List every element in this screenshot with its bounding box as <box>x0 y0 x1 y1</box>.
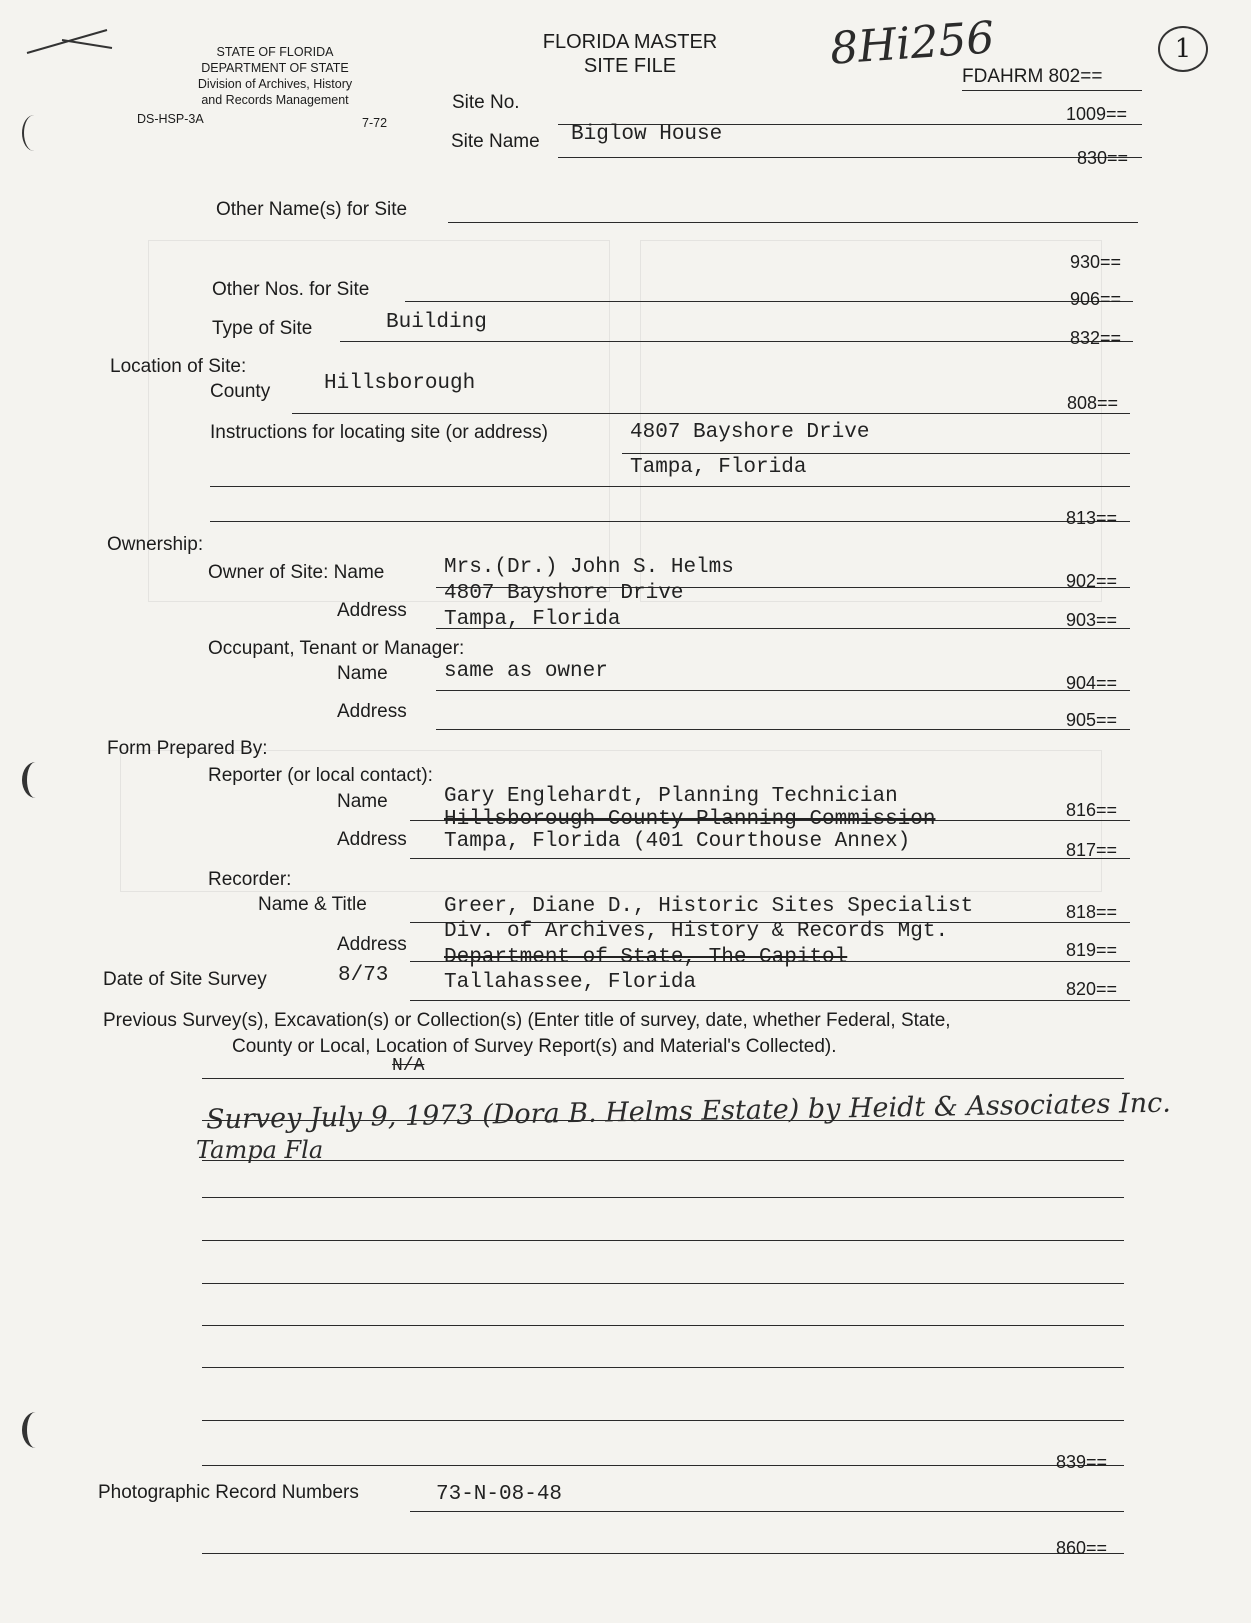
previous-survey-line-9 <box>202 1420 1124 1421</box>
survey-date-line <box>410 1000 1130 1001</box>
instructions-label: Instructions for locating site (or address) <box>210 422 548 443</box>
reporter-address-value: Tampa, Florida (401 Courthouse Annex) <box>444 830 911 853</box>
site-name-line <box>558 157 1142 158</box>
county-line <box>292 413 1130 414</box>
occupant-name-value: same as owner <box>444 660 608 683</box>
page-marker-circle <box>1158 26 1208 72</box>
occupant-name-line <box>436 690 1130 691</box>
agency-line-4: and Records Management <box>201 93 349 107</box>
photo-record-code: 860== <box>1056 1538 1108 1558</box>
owner-name-value: Mrs.(Dr.) John S. Helms <box>444 556 734 579</box>
other-nos-label: Other Nos. for Site <box>212 279 370 300</box>
reporter-name-line <box>410 820 1130 821</box>
punch-hole-mark <box>22 1412 49 1448</box>
other-names-line <box>448 222 1138 223</box>
recorder-address-line-3: Tallahassee, Florida <box>444 971 697 994</box>
survey-date-code: 820== <box>1066 979 1118 999</box>
previous-survey-label-2: County or Local, Location of Survey Report(s) and Material's Collected). <box>232 1036 837 1057</box>
previous-survey-na: N/A <box>392 1056 425 1076</box>
other-names-label: Other Name(s) for Site <box>216 199 408 220</box>
previous-survey-code: 839== <box>1056 1452 1108 1472</box>
instructions-line-2 <box>210 486 1130 487</box>
previous-survey-line-8 <box>202 1367 1124 1368</box>
reporter-name-code: 816== <box>1066 800 1118 820</box>
type-of-site-label: Type of Site <box>212 318 313 339</box>
previous-survey-line-1 <box>202 1078 1124 1079</box>
owner-address-code: 903== <box>1066 610 1118 630</box>
previous-survey-handwritten-1: Survey July 9, 1973 (Dora B. Helms Estate) by Heidt & Associates Inc. <box>205 1087 1172 1136</box>
other-nos-code: 906== <box>1070 289 1122 309</box>
form-prepared-heading: Form Prepared By: <box>107 738 268 759</box>
instructions-line-1 <box>622 453 1130 454</box>
county-code: 808== <box>1067 393 1119 413</box>
address-line-2: Tampa, Florida <box>630 456 807 479</box>
recorder-address-label: Address <box>337 934 407 955</box>
form-id: DS-HSP-3A <box>137 112 204 126</box>
other-names-code: 930== <box>1070 252 1122 272</box>
agency-line-3: Division of Archives, History <box>197 77 353 91</box>
agency-block <box>150 44 400 108</box>
previous-survey-line-2 <box>202 1120 1124 1121</box>
occupant-address-line <box>436 729 1130 730</box>
owner-address-line-1: 4807 Bayshore Drive <box>444 582 684 605</box>
site-name-code: 830== <box>1077 148 1129 168</box>
site-name-label: Site Name <box>451 131 540 152</box>
address-line-1: 4807 Bayshore Drive <box>630 421 870 444</box>
photo-record-line-1 <box>410 1511 1124 1512</box>
punch-hole-mark <box>22 115 46 151</box>
occupant-address-code: 905== <box>1066 710 1118 730</box>
owner-address-line-2: Tampa, Florida <box>444 608 621 631</box>
recorder-address-code: 819== <box>1066 940 1118 960</box>
type-of-site-line <box>340 341 1133 342</box>
previous-survey-line-6 <box>202 1283 1124 1284</box>
occupant-name-code: 904== <box>1066 673 1118 693</box>
type-of-site-code: 832== <box>1070 328 1122 348</box>
survey-date-label: Date of Site Survey <box>103 969 267 990</box>
recorder-address-line-1: Div. of Archives, History & Records Mgt. <box>444 920 949 943</box>
staple-mark <box>22 18 122 58</box>
reporter-name-value: Gary Englehardt, Planning Technician <box>444 785 898 808</box>
reporter-heading: Reporter (or local contact): <box>208 765 433 786</box>
recorder-address-line <box>410 961 1130 962</box>
agency-line-1: STATE OF FLORIDA <box>216 45 334 59</box>
fdahrm-code: FDAHRM 802== <box>962 66 1103 87</box>
reporter-address-line <box>410 858 1130 859</box>
punch-hole-mark <box>22 762 49 798</box>
previous-survey-line-3 <box>202 1160 1124 1161</box>
county-label: County <box>210 381 271 402</box>
type-of-site-value: Building <box>386 311 487 334</box>
photo-record-label: Photographic Record Numbers <box>98 1482 359 1503</box>
reporter-org-value: Hillsborough County Planning Commission <box>444 808 936 831</box>
ownership-heading: Ownership: <box>107 534 204 555</box>
location-heading: Location of Site: <box>110 356 247 377</box>
other-nos-line <box>405 301 1133 302</box>
recorder-heading: Recorder: <box>208 869 292 890</box>
occupant-heading: Occupant, Tenant or Manager: <box>208 638 465 659</box>
owner-address-line <box>436 628 1130 629</box>
instructions-line-3 <box>210 521 1130 522</box>
previous-survey-handwritten-2: Tampa Fla <box>196 1136 324 1164</box>
owner-address-label: Address <box>337 600 407 621</box>
site-no-code: 1009== <box>1066 104 1128 124</box>
site-no-label: Site No. <box>452 92 520 113</box>
handwritten-site-number: 8Hi256 <box>828 12 997 75</box>
reporter-address-label: Address <box>337 829 407 850</box>
reporter-address-code: 817== <box>1066 840 1118 860</box>
page-marker-number: 1 <box>1174 34 1192 64</box>
survey-date-value: 8/73 <box>338 964 389 987</box>
reporter-name-label: Name <box>337 791 388 812</box>
recorder-name-code: 818== <box>1066 902 1118 922</box>
previous-survey-line-7 <box>202 1325 1124 1326</box>
previous-survey-line-10 <box>202 1465 1124 1466</box>
instructions-code: 813== <box>1066 508 1118 528</box>
county-value: Hillsborough <box>324 372 476 395</box>
previous-survey-line-5 <box>202 1240 1124 1241</box>
owner-name-label: Owner of Site: Name <box>208 562 385 583</box>
occupant-name-label: Name <box>337 663 388 684</box>
form-title-line-1: FLORIDA MASTER <box>542 31 718 53</box>
previous-survey-label-1: Previous Survey(s), Excavation(s) or Collection(s) (Enter title of survey, date, whether Federal, State, <box>103 1010 951 1031</box>
recorder-address-line-2: Department of State, The Capitol <box>444 946 848 969</box>
photo-record-value: 73-N-08-48 <box>436 1483 563 1506</box>
occupant-address-label: Address <box>337 701 407 722</box>
fdahrm-underline <box>962 90 1142 91</box>
previous-survey-line-4 <box>202 1197 1124 1198</box>
form-title-line-2: SITE FILE <box>583 55 677 77</box>
photo-record-line-2 <box>202 1553 1124 1554</box>
agency-line-2: DEPARTMENT OF STATE <box>201 61 349 75</box>
site-name-value: Biglow House <box>571 123 723 146</box>
owner-name-code: 902== <box>1066 571 1118 591</box>
form-title <box>520 30 740 78</box>
recorder-name-value: Greer, Diane D., Historic Sites Specialist <box>444 895 974 918</box>
form-date: 7-72 <box>362 116 388 130</box>
recorder-name-label: Name & Title <box>258 894 367 915</box>
